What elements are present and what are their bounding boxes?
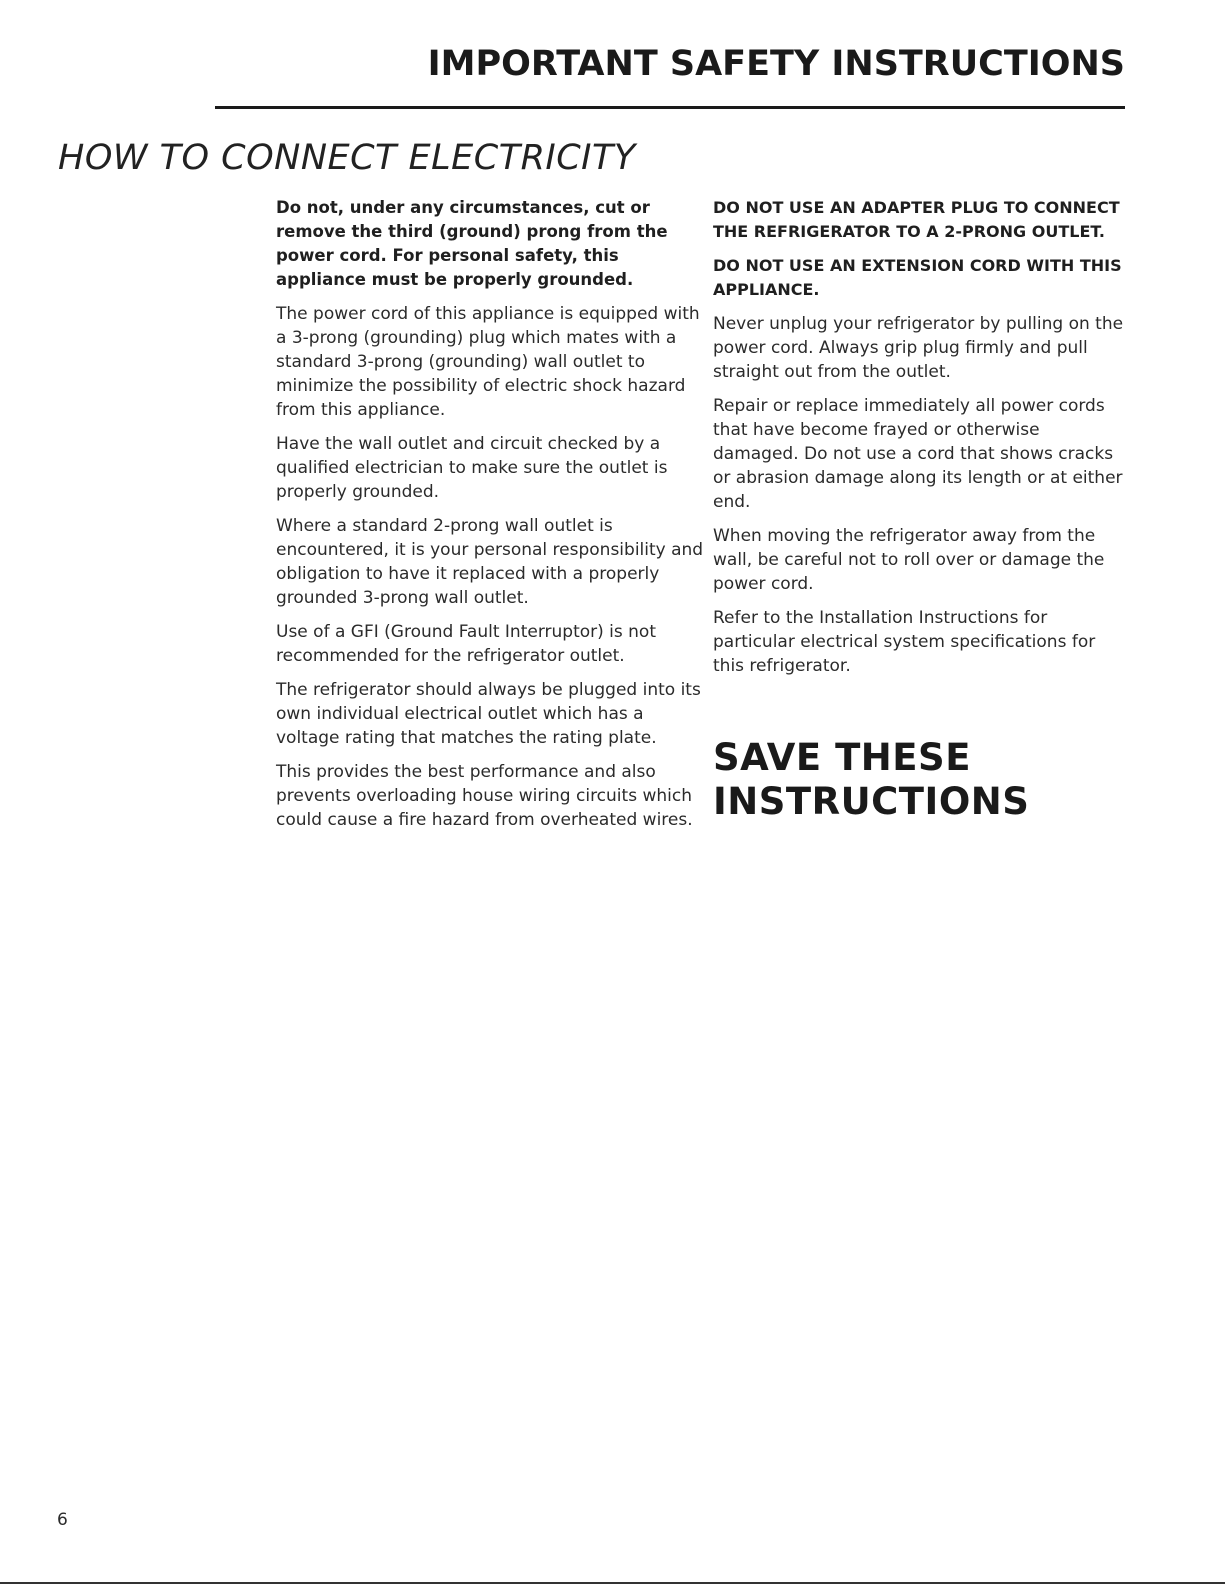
paragraph-repair-cords: Repair or replace immediately all power cords that have become frayed or otherwise damaged. Do not use a cord that shows cracks or abrasion damage along its length or at either end. — [713, 396, 1123, 512]
grounding-warning: Do not, under any circumstances, cut or remove the third (ground) prong from the power cord. For personal safety, this appliance must be properly grounded. — [276, 198, 668, 289]
paragraph-plug-description: The power cord of this appliance is equipped with a 3-prong (grounding) plug which mates with a standard 3-prong (grounding) wall outlet to minimize the possibility of electric shock hazard from this appliance. — [276, 304, 700, 420]
section-title: HOW TO CONNECT ELECTRICITY — [58, 138, 636, 178]
left-column — [276, 196, 704, 842]
adapter-plug-warning: DO NOT USE AN ADAPTER PLUG TO CONNECT THE REFRIGERATOR TO A 2-PRONG OUTLET. — [713, 198, 1120, 241]
save-instructions-title — [713, 736, 1125, 824]
extension-cord-warning: DO NOT USE AN EXTENSION CORD WITH THIS APPLIANCE. — [713, 256, 1122, 299]
save-title-line-1: SAVE THESE — [713, 736, 971, 779]
bottom-divider — [0, 1582, 1225, 1584]
paragraph-outlet-check: Have the wall outlet and circuit checked by a qualified electrician to make sure the outlet is properly grounded. — [276, 434, 668, 502]
paragraph-unplug: Never unplug your refrigerator by pulling on the power cord. Always grip plug firmly and pull straight out from the outlet. — [713, 314, 1124, 382]
save-title-line-2: INSTRUCTIONS — [713, 780, 1030, 823]
page-header-title: IMPORTANT SAFETY INSTRUCTIONS — [427, 44, 1125, 84]
page-number: 6 — [57, 1510, 68, 1530]
paragraph-two-prong-outlet: Where a standard 2-prong wall outlet is encountered, it is your personal responsibility and obligation to have it replaced with a properly grounded 3-prong wall outlet. — [276, 516, 704, 608]
paragraph-performance: This provides the best performance and also prevents overloading house wiring circuits which could cause a fire hazard from overheated wires. — [276, 762, 693, 830]
paragraph-installation-reference: Refer to the Installation Instructions for particular electrical system specifications for this refrigerator. — [713, 608, 1096, 676]
paragraph-individual-outlet: The refrigerator should always be plugged into its own individual electrical outlet which has a voltage rating that matches the rating plate. — [276, 680, 701, 748]
paragraph-moving: When moving the refrigerator away from the wall, be careful not to roll over or damage the power cord. — [713, 526, 1105, 594]
right-column — [713, 196, 1125, 824]
header-divider — [215, 106, 1125, 109]
paragraph-gfi: Use of a GFI (Ground Fault Interruptor) is not recommended for the refrigerator outlet. — [276, 622, 656, 666]
